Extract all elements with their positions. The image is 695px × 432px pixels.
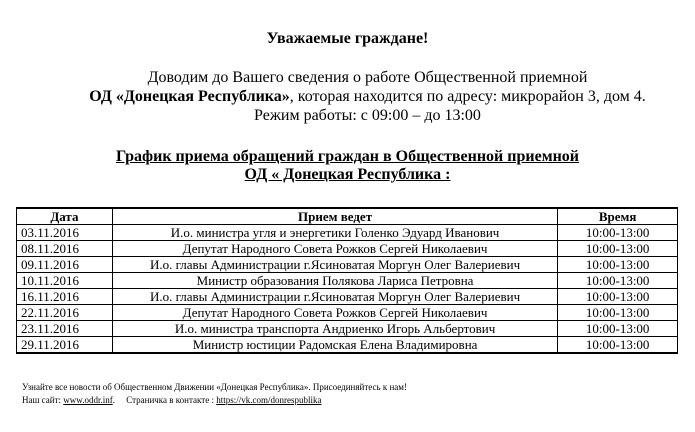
intro-address: , которая находится по адресу: микрорайон 3, дом 4. (289, 88, 646, 105)
column-header-date: Дата (17, 208, 113, 225)
intro-line-1: Доводим до Вашего сведения о работе Общественной приемной (147, 69, 588, 86)
footer-site-label: Наш сайт: (22, 395, 64, 405)
column-header-host: Прием ведет (112, 208, 558, 225)
intro-working-hours: Режим работы: с 09:00 – до 13:00 (254, 107, 481, 124)
schedule-table-body (17, 225, 678, 354)
row-time-cell: 10:00-13:00 (558, 289, 678, 305)
row-host-cell: И.о. главы Администрации г.Ясиноватая Моргун Олег Валериевич (112, 289, 558, 305)
notice-intro (0, 68, 695, 125)
row-host-cell: И.о. главы Администрации г.Ясиноватая Моргун Олег Валериевич (112, 257, 558, 273)
row-time-cell: 10:00-13:00 (558, 257, 678, 273)
row-date-cell: 16.11.2016 (17, 289, 113, 305)
schedule-title (0, 148, 695, 184)
row-date-cell: 10.11.2016 (17, 273, 113, 289)
table-row (17, 337, 678, 354)
row-time-cell: 10:00-13:00 (558, 225, 678, 241)
footer-vk-link[interactable]: https://vk.com/donrespublika (216, 395, 322, 405)
row-date-cell: 29.11.2016 (17, 337, 113, 354)
row-host-cell: Депутат Народного Совета Рожков Сергей Николаевич (112, 241, 558, 257)
row-date-cell: 03.11.2016 (17, 225, 113, 241)
row-host-cell: Министр образования Полякова Лариса Петровна (112, 273, 558, 289)
row-time-cell: 10:00-13:00 (558, 305, 678, 321)
notice-greeting: Уважаемые граждане! (266, 30, 429, 47)
schedule-title-line-2: ОД « Донецкая Республика : (244, 166, 451, 183)
table-row (17, 257, 678, 273)
table-row (17, 241, 678, 257)
row-time-cell: 10:00-13:00 (558, 321, 678, 337)
intro-org-name: ОД «Донецкая Республика» (89, 88, 290, 105)
table-row (17, 225, 678, 241)
table-row (17, 305, 678, 321)
row-time-cell: 10:00-13:00 (558, 273, 678, 289)
row-date-cell: 09.11.2016 (17, 257, 113, 273)
row-time-cell: 10:00-13:00 (558, 241, 678, 257)
intro-line-2 (0, 87, 695, 106)
row-host-cell: И.о. министра угля и энергетики Голенко Эдуард Иванович (112, 225, 558, 241)
row-host-cell: Министр юстиции Радомская Елена Владимировна (112, 337, 558, 354)
row-date-cell: 08.11.2016 (17, 241, 113, 257)
footer (22, 381, 407, 407)
row-host-cell: И.о. министра транспорта Андриенко Игорь Альбертович (112, 321, 558, 337)
schedule-title-line-1: График приема обращений граждан в Общественной приемной (115, 148, 580, 165)
row-host-cell: Депутат Народного Совета Рожков Сергей Николаевич (112, 305, 558, 321)
footer-site-link[interactable]: www.oddr.inf (63, 395, 113, 405)
row-date-cell: 23.11.2016 (17, 321, 113, 337)
column-header-time: Время (558, 208, 678, 225)
table-row (17, 289, 678, 305)
footer-news-line: Узнайте все новости об Общественном Движении «Донецкая Республика». Присоединяйтесь к нам! (22, 382, 407, 392)
row-time-cell: 10:00-13:00 (558, 337, 678, 354)
schedule-table (16, 207, 678, 354)
table-header-row (17, 208, 678, 225)
table-row (17, 321, 678, 337)
footer-separator: . Страничка в контакте : (112, 395, 217, 405)
table-row (17, 273, 678, 289)
row-date-cell: 22.11.2016 (17, 305, 113, 321)
